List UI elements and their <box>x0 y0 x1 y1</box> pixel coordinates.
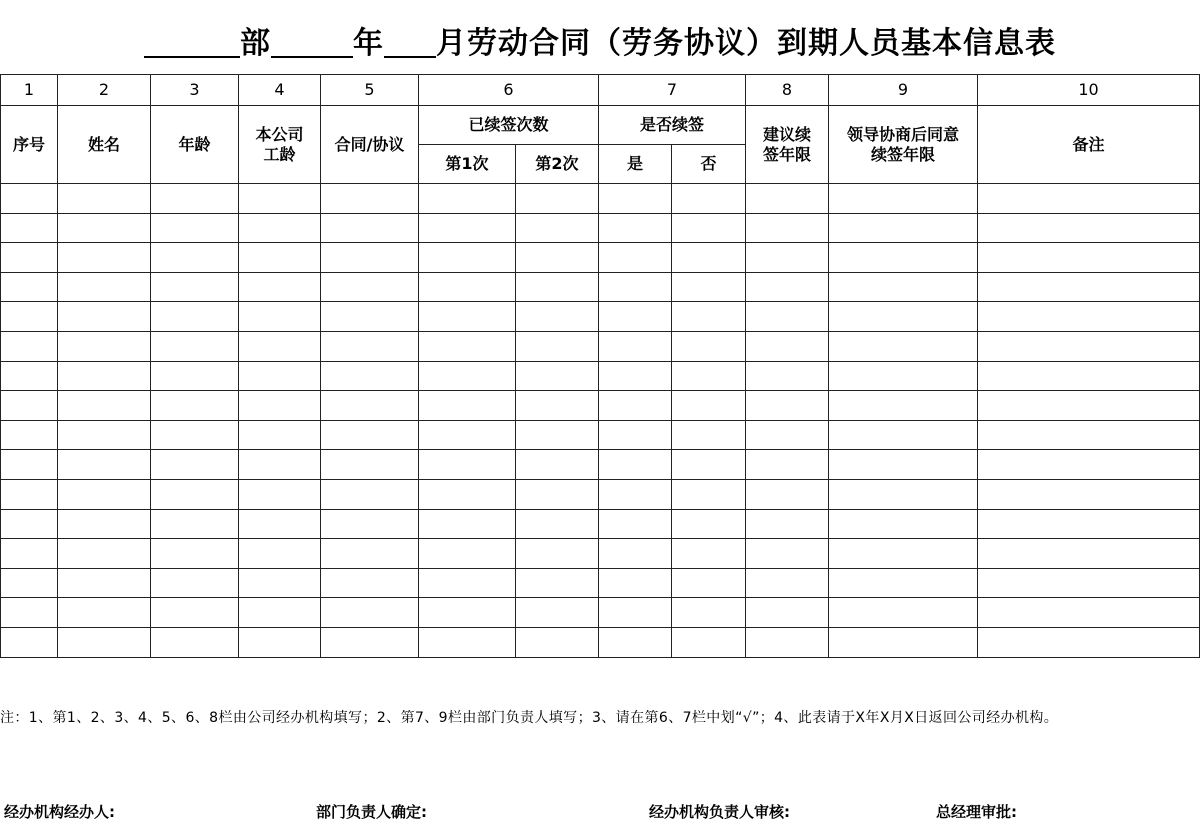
table-cell[interactable] <box>516 391 599 421</box>
header-renew-or-not: 是否续签 <box>599 106 746 145</box>
table-cell[interactable] <box>829 479 978 509</box>
table-cell[interactable] <box>1 272 58 302</box>
table-cell[interactable] <box>516 243 599 273</box>
col-num-5: 5 <box>321 75 419 106</box>
col-num-8: 8 <box>746 75 829 106</box>
table-cell[interactable] <box>599 509 672 539</box>
table-cell[interactable] <box>239 184 321 214</box>
table-cell[interactable] <box>151 361 239 391</box>
table-cell[interactable] <box>978 331 1200 361</box>
table-cell[interactable] <box>58 331 151 361</box>
header-contract: 合同/协议 <box>321 106 419 184</box>
table-cell[interactable] <box>419 479 516 509</box>
table-cell[interactable] <box>1 361 58 391</box>
table-cell[interactable] <box>1 509 58 539</box>
table-row <box>1 184 1200 214</box>
page-title <box>0 12 1200 64</box>
table-cell[interactable] <box>599 213 672 243</box>
header-company-years <box>239 106 321 184</box>
table-cell[interactable] <box>1 568 58 598</box>
table-cell[interactable] <box>419 184 516 214</box>
header-suggested-years <box>746 106 829 184</box>
table-cell[interactable] <box>746 509 829 539</box>
table-cell[interactable] <box>239 568 321 598</box>
table-row <box>1 361 1200 391</box>
table-cell[interactable] <box>151 213 239 243</box>
table-cell[interactable] <box>321 302 419 332</box>
table-cell[interactable] <box>829 361 978 391</box>
table-cell[interactable] <box>599 627 672 657</box>
table-cell[interactable] <box>978 243 1200 273</box>
table-cell[interactable] <box>321 539 419 569</box>
table-cell[interactable] <box>829 539 978 569</box>
table-cell[interactable] <box>599 479 672 509</box>
col-num-3: 3 <box>151 75 239 106</box>
table-cell[interactable] <box>746 539 829 569</box>
table-cell[interactable] <box>978 598 1200 628</box>
table-cell[interactable] <box>599 302 672 332</box>
table-cell[interactable] <box>599 184 672 214</box>
table-cell[interactable] <box>239 479 321 509</box>
col-num-9: 9 <box>829 75 978 106</box>
table-cell[interactable] <box>1 184 58 214</box>
table-cell[interactable] <box>1 213 58 243</box>
table-cell[interactable] <box>746 361 829 391</box>
table-cell[interactable] <box>516 450 599 480</box>
table-cell[interactable] <box>672 391 746 421</box>
table-cell[interactable] <box>829 184 978 214</box>
table-cell[interactable] <box>58 420 151 450</box>
table-cell[interactable] <box>599 243 672 273</box>
table-row <box>1 243 1200 273</box>
table-cell[interactable] <box>321 568 419 598</box>
table-cell[interactable] <box>978 302 1200 332</box>
table-cell[interactable] <box>321 213 419 243</box>
table-cell[interactable] <box>599 361 672 391</box>
table-cell[interactable] <box>419 627 516 657</box>
table-cell[interactable] <box>419 539 516 569</box>
table-cell[interactable] <box>419 420 516 450</box>
title-main: 月劳动合同（劳务协议）到期人员基本信息表 <box>436 26 1056 61</box>
month-blank[interactable] <box>384 26 436 58</box>
table-cell[interactable] <box>58 627 151 657</box>
table-cell[interactable] <box>321 450 419 480</box>
table-cell[interactable] <box>672 302 746 332</box>
table-cell[interactable] <box>1 598 58 628</box>
table-cell[interactable] <box>672 479 746 509</box>
table-cell[interactable] <box>151 243 239 273</box>
col-num-10: 10 <box>978 75 1200 106</box>
table-cell[interactable] <box>151 479 239 509</box>
table-cell[interactable] <box>1 627 58 657</box>
table-cell[interactable] <box>239 598 321 628</box>
table-cell[interactable] <box>746 272 829 302</box>
table-cell[interactable] <box>419 568 516 598</box>
table-cell[interactable] <box>746 420 829 450</box>
table-cell[interactable] <box>1 420 58 450</box>
table-cell[interactable] <box>419 213 516 243</box>
table-cell[interactable] <box>58 598 151 628</box>
table-cell[interactable] <box>321 420 419 450</box>
table-cell[interactable] <box>419 509 516 539</box>
col-num-6: 6 <box>419 75 599 106</box>
table-cell[interactable] <box>829 568 978 598</box>
table-cell[interactable] <box>516 598 599 628</box>
table-cell[interactable] <box>829 272 978 302</box>
table-cell[interactable] <box>151 420 239 450</box>
table-row <box>1 627 1200 657</box>
table-cell[interactable] <box>978 184 1200 214</box>
table-cell[interactable] <box>321 331 419 361</box>
header-renew-second: 第2次 <box>516 145 599 184</box>
year-suffix: 年 <box>353 26 384 61</box>
table-cell[interactable] <box>978 479 1200 509</box>
header-age: 年龄 <box>151 106 239 184</box>
table-cell[interactable] <box>58 509 151 539</box>
header-yes: 是 <box>599 145 672 184</box>
table-cell[interactable] <box>672 539 746 569</box>
table-cell[interactable] <box>58 479 151 509</box>
table-cell[interactable] <box>321 598 419 628</box>
column-number-row <box>1 75 1200 106</box>
header-row-1 <box>1 106 1200 145</box>
table-cell[interactable] <box>239 331 321 361</box>
table-cell[interactable] <box>151 509 239 539</box>
col-num-1: 1 <box>1 75 58 106</box>
header-suggested-line2: 签年限 <box>762 144 811 164</box>
table-cell[interactable] <box>58 361 151 391</box>
table-cell[interactable] <box>599 331 672 361</box>
table-cell[interactable] <box>978 568 1200 598</box>
table-cell[interactable] <box>321 184 419 214</box>
table-row <box>1 331 1200 361</box>
col-num-7: 7 <box>599 75 746 106</box>
table-cell[interactable] <box>239 361 321 391</box>
table-cell[interactable] <box>978 213 1200 243</box>
header-company-years-line2: 工龄 <box>263 144 296 164</box>
header-name: 姓名 <box>58 106 151 184</box>
table-cell[interactable] <box>829 391 978 421</box>
table-cell[interactable] <box>58 184 151 214</box>
table-cell[interactable] <box>829 331 978 361</box>
table-cell[interactable] <box>672 509 746 539</box>
table-cell[interactable] <box>58 568 151 598</box>
header-remarks: 备注 <box>978 106 1200 184</box>
table-cell[interactable] <box>151 331 239 361</box>
department-blank[interactable] <box>144 26 240 58</box>
table-cell[interactable] <box>829 302 978 332</box>
table-cell[interactable] <box>58 391 151 421</box>
header-seq: 序号 <box>1 106 58 184</box>
table-row <box>1 509 1200 539</box>
department-suffix: 部 <box>240 26 271 61</box>
table-cell[interactable] <box>1 479 58 509</box>
table-cell[interactable] <box>829 627 978 657</box>
table-cell[interactable] <box>151 627 239 657</box>
table-cell[interactable] <box>321 479 419 509</box>
table-cell[interactable] <box>1 539 58 569</box>
table-cell[interactable] <box>516 568 599 598</box>
table-cell[interactable] <box>599 450 672 480</box>
table-cell[interactable] <box>599 598 672 628</box>
table-cell[interactable] <box>321 243 419 273</box>
table-cell[interactable] <box>419 302 516 332</box>
table-cell[interactable] <box>978 627 1200 657</box>
table-cell[interactable] <box>829 420 978 450</box>
table-cell[interactable] <box>599 539 672 569</box>
table-cell[interactable] <box>239 450 321 480</box>
table-cell[interactable] <box>599 568 672 598</box>
table-cell[interactable] <box>516 509 599 539</box>
table-cell[interactable] <box>58 302 151 332</box>
table-cell[interactable] <box>978 509 1200 539</box>
table-cell[interactable] <box>239 243 321 273</box>
table-body <box>1 184 1200 658</box>
table-cell[interactable] <box>239 627 321 657</box>
table-cell[interactable] <box>151 302 239 332</box>
year-blank[interactable] <box>271 26 353 58</box>
table-row <box>1 598 1200 628</box>
table-row <box>1 568 1200 598</box>
table-cell[interactable] <box>516 302 599 332</box>
table-cell[interactable] <box>829 450 978 480</box>
info-table <box>0 74 1200 658</box>
header-agreed-line2: 续签年限 <box>870 144 935 164</box>
table-cell[interactable] <box>978 272 1200 302</box>
table-cell[interactable] <box>1 243 58 273</box>
table-cell[interactable] <box>829 509 978 539</box>
table-cell[interactable] <box>58 272 151 302</box>
table-cell[interactable] <box>746 331 829 361</box>
table-cell[interactable] <box>151 598 239 628</box>
table-cell[interactable] <box>829 243 978 273</box>
table-cell[interactable] <box>746 627 829 657</box>
table-cell[interactable] <box>1 391 58 421</box>
table-cell[interactable] <box>599 272 672 302</box>
table-cell[interactable] <box>746 568 829 598</box>
table-cell[interactable] <box>419 450 516 480</box>
table-cell[interactable] <box>58 450 151 480</box>
table-cell[interactable] <box>151 391 239 421</box>
header-renewed-times: 已续签次数 <box>419 106 599 145</box>
table-cell[interactable] <box>516 361 599 391</box>
table-cell[interactable] <box>419 598 516 628</box>
table-cell[interactable] <box>516 420 599 450</box>
table-cell[interactable] <box>151 272 239 302</box>
table-cell[interactable] <box>516 272 599 302</box>
table-cell[interactable] <box>58 213 151 243</box>
table-cell[interactable] <box>321 391 419 421</box>
table-cell[interactable] <box>321 361 419 391</box>
table-cell[interactable] <box>239 509 321 539</box>
table-cell[interactable] <box>151 450 239 480</box>
table-cell[interactable] <box>672 213 746 243</box>
table-row <box>1 213 1200 243</box>
table-cell[interactable] <box>419 243 516 273</box>
table-cell[interactable] <box>672 272 746 302</box>
table-cell[interactable] <box>672 184 746 214</box>
table-cell[interactable] <box>58 539 151 569</box>
header-suggested-line1: 建议续 <box>762 124 811 144</box>
table-cell[interactable] <box>672 450 746 480</box>
signature-dept-head: 部门负责人确定: <box>316 803 427 821</box>
table-cell[interactable] <box>151 568 239 598</box>
table-row <box>1 420 1200 450</box>
table-cell[interactable] <box>672 598 746 628</box>
table-cell[interactable] <box>516 213 599 243</box>
table-cell[interactable] <box>829 598 978 628</box>
table-cell[interactable] <box>239 420 321 450</box>
table-cell[interactable] <box>239 213 321 243</box>
header-agreed-line1: 领导协商后同意 <box>846 124 959 144</box>
header-no: 否 <box>672 145 746 184</box>
table-cell[interactable] <box>321 509 419 539</box>
table-cell[interactable] <box>746 213 829 243</box>
table-cell[interactable] <box>746 243 829 273</box>
col-num-4: 4 <box>239 75 321 106</box>
table-cell[interactable] <box>151 184 239 214</box>
table-cell[interactable] <box>672 420 746 450</box>
table-row <box>1 272 1200 302</box>
table-cell[interactable] <box>746 598 829 628</box>
signature-handler: 经办机构经办人: <box>4 803 115 821</box>
table-cell[interactable] <box>978 420 1200 450</box>
table-cell[interactable] <box>978 539 1200 569</box>
table-cell[interactable] <box>151 539 239 569</box>
table-cell[interactable] <box>419 272 516 302</box>
table-cell[interactable] <box>419 391 516 421</box>
table-cell[interactable] <box>746 184 829 214</box>
table-cell[interactable] <box>746 450 829 480</box>
table-row <box>1 302 1200 332</box>
table-cell[interactable] <box>321 627 419 657</box>
table-cell[interactable] <box>599 420 672 450</box>
table-cell[interactable] <box>978 361 1200 391</box>
table-row <box>1 450 1200 480</box>
table-cell[interactable] <box>672 627 746 657</box>
table-cell[interactable] <box>419 361 516 391</box>
table-cell[interactable] <box>239 272 321 302</box>
table-cell[interactable] <box>516 184 599 214</box>
table-cell[interactable] <box>516 627 599 657</box>
table-row <box>1 539 1200 569</box>
col-num-2: 2 <box>58 75 151 106</box>
signature-gm: 总经理审批: <box>936 803 1017 821</box>
table-cell[interactable] <box>419 331 516 361</box>
table-cell[interactable] <box>672 243 746 273</box>
header-renew-first: 第1次 <box>419 145 516 184</box>
table-cell[interactable] <box>516 539 599 569</box>
table-cell[interactable] <box>672 361 746 391</box>
table-row <box>1 391 1200 421</box>
table-cell[interactable] <box>239 539 321 569</box>
footnote: 注：1、第1、2、3、4、5、6、8栏由公司经办机构填写；2、第7、9栏由部门负责人填写；3、请在第6、7栏中划“√”；4、此表请于X年X月X日返回公司经办机构。 <box>0 710 1059 726</box>
table-cell[interactable] <box>1 450 58 480</box>
table-row <box>1 479 1200 509</box>
table-cell[interactable] <box>746 302 829 332</box>
header-company-years-line1: 本公司 <box>255 124 304 144</box>
table-cell[interactable] <box>829 213 978 243</box>
table-cell[interactable] <box>239 391 321 421</box>
table-cell[interactable] <box>321 272 419 302</box>
table-cell[interactable] <box>978 391 1200 421</box>
table-cell[interactable] <box>1 302 58 332</box>
table-cell[interactable] <box>516 479 599 509</box>
table-cell[interactable] <box>1 331 58 361</box>
table-cell[interactable] <box>239 302 321 332</box>
table-cell[interactable] <box>516 331 599 361</box>
signature-agency-head: 经办机构负责人审核: <box>649 803 790 821</box>
table-cell[interactable] <box>746 391 829 421</box>
table-cell[interactable] <box>672 568 746 598</box>
table-cell[interactable] <box>978 450 1200 480</box>
table-cell[interactable] <box>672 331 746 361</box>
header-agreed-years <box>829 106 978 184</box>
table-cell[interactable] <box>58 243 151 273</box>
table-cell[interactable] <box>746 479 829 509</box>
table-cell[interactable] <box>599 391 672 421</box>
